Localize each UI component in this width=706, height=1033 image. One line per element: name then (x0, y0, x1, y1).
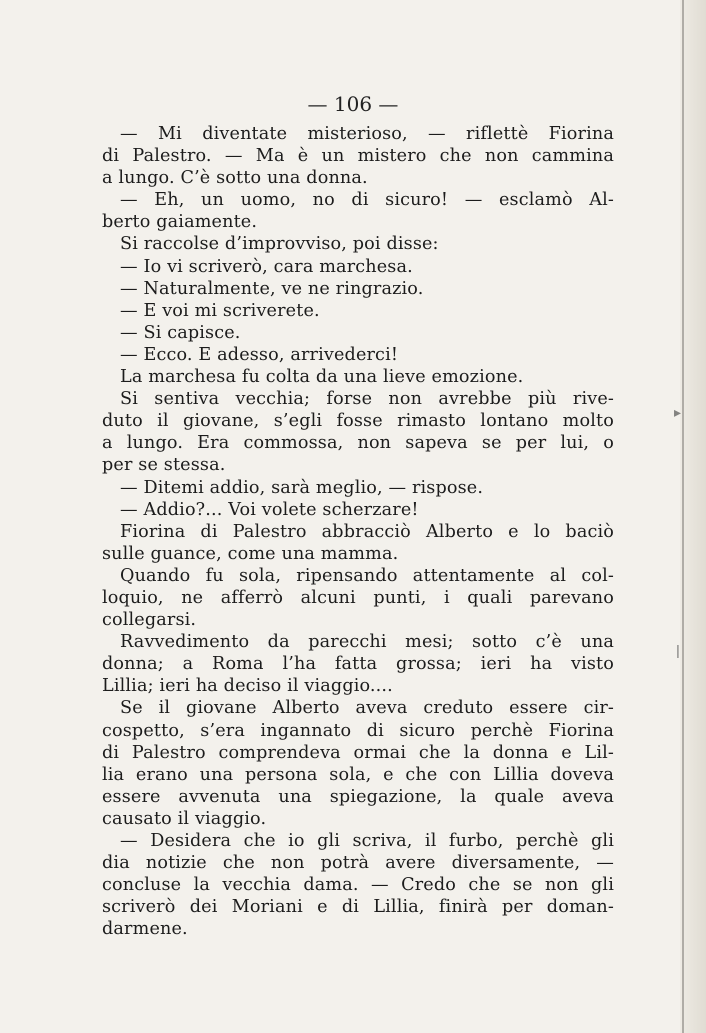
text-line: Si raccolse d’improvviso, poi disse: (120, 234, 439, 255)
text-line: per se stessa. (102, 455, 226, 476)
text-line: — Si capisce. (120, 322, 241, 343)
text-line: scriverò dei Moriani e di Lillia, finirà per doman- (102, 897, 614, 918)
text-line: duto il giovane, s’egli fosse rimasto lontano molto (102, 411, 614, 432)
text-line: di Palestro. — Ma è un mistero che non cammina (102, 146, 614, 167)
text-line: — Ecco. E adesso, arrivederci! (120, 344, 399, 365)
text-line: Fiorina di Palestro abbracciò Alberto e lo baciò (120, 521, 614, 542)
text-line: — Mi diventate misterioso, — riflettè Fiorina (120, 124, 614, 144)
text-line: — Desidera che io gli scriva, il furbo, perchè gli (120, 831, 614, 851)
text-line: di Palestro comprendeva ormai che la donna e Lil- (102, 742, 614, 763)
text-line: La marchesa fu colta da una lieve emozione. (120, 367, 524, 388)
text-line: collegarsi. (102, 610, 197, 631)
text-line: concluse la vecchia dama. — Credo che se non gli (102, 875, 614, 896)
text-line: Si sentiva vecchia; forse non avrebbe più rive- (120, 389, 614, 410)
scan-speck-mark: ǀ (676, 644, 680, 659)
text-line: berto gaiamente. (102, 212, 258, 233)
text-line: Ravvedimento da parecchi mesi; sotto c’è una (120, 632, 614, 653)
text-line: — Io vi scriverò, cara marchesa. (120, 256, 413, 277)
text-line: — Naturalmente, ve ne ringrazio. (120, 278, 424, 299)
text-line: darmene. (102, 919, 188, 940)
text-line: — E voi mi scriverete. (120, 300, 320, 321)
text-line: essere avvenuta una spiegazione, la quale aveva (102, 786, 614, 807)
text-line: Quando fu sola, ripensando attentamente al col- (120, 565, 614, 586)
text-line: sulle guance, come una mamma. (102, 543, 399, 564)
text-line: — Addio?... Voi volete scherzare! (120, 499, 419, 520)
text-line: causato il viaggio. (102, 808, 267, 829)
text-line: dia notizie che non potrà avere diversamente, — (102, 853, 614, 874)
text-line: — Ditemi addio, sarà meglio, — rispose. (120, 477, 484, 498)
text-line: cospetto, s’era ingannato di sicuro perchè Fiorina (102, 720, 614, 741)
text-line: donna; a Roma l’ha fatta grossa; ieri ha visto (102, 654, 614, 675)
page-number: — 106 — (307, 92, 399, 116)
text-line: a lungo. Era commossa, non sapeva se per lui, o (102, 433, 614, 454)
text-line: a lungo. C’è sotto una donna. (102, 168, 368, 189)
text-line: Lillia; ieri ha deciso il viaggio.... (102, 676, 393, 697)
scan-speck-mark: ▸ (674, 405, 682, 421)
text-line: loquio, ne afferrò alcuni punti, i quali parevano (102, 587, 614, 608)
scan-binding-line (682, 0, 684, 1033)
text-line: — Eh, un uomo, no di sicuro! — esclamò Al- (120, 190, 614, 211)
text-line: Se il giovane Alberto aveva creduto essere cir- (120, 698, 614, 719)
text-line: lia erano una persona sola, e che con Lillia doveva (102, 764, 614, 785)
page-text (102, 123, 614, 940)
